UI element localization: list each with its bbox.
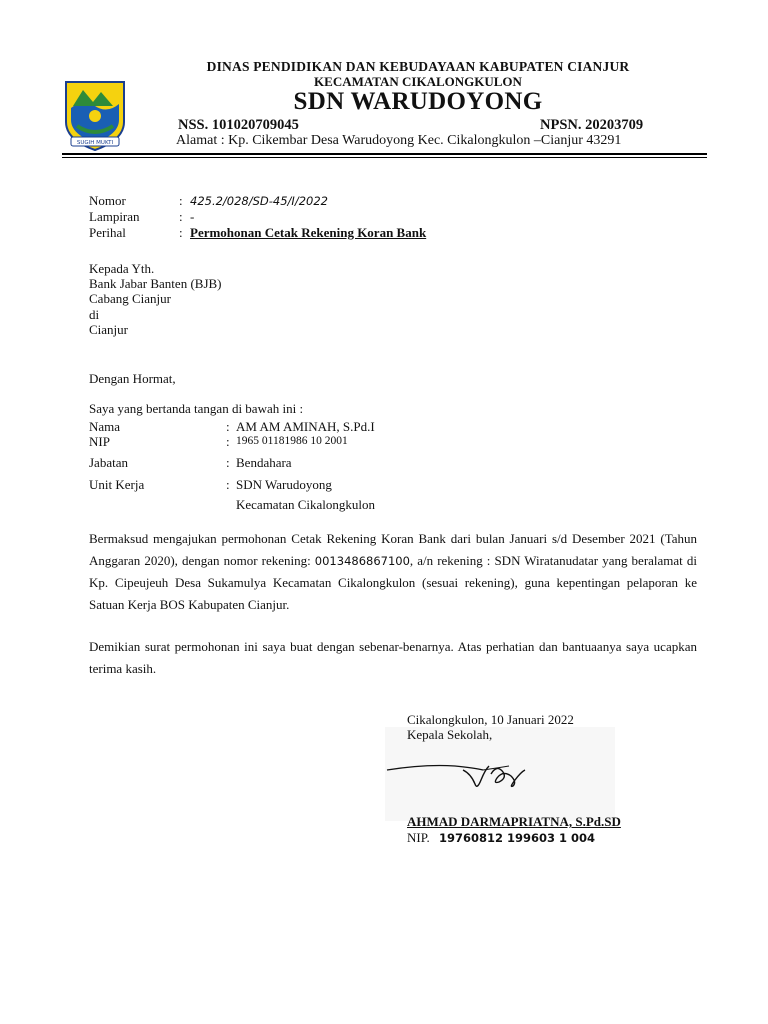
signature-title: Kepala Sekolah, — [407, 727, 493, 742]
logo-motto: SUGIH MUKTI — [76, 140, 114, 146]
perihal-sep: : — [179, 225, 183, 240]
recipient-line-2: Bank Jabar Banten (BJB) — [89, 276, 222, 291]
letterhead-nss: NSS. 101020709045 — [178, 117, 299, 133]
letterhead-district: KECAMATAN CIKALONGKULON — [314, 74, 522, 89]
recipient-line-4: di — [89, 307, 100, 322]
letterhead-address: Alamat : Kp. Cikembar Desa Warudoyong Kec. Cikalongkulon –Cianjur 43291 — [176, 133, 622, 148]
letterhead-agency: DINAS PENDIDIKAN DAN KEBUDAYAAN KABUPATEN CIANJUR — [206, 59, 630, 74]
unit-kerja-sep: : — [226, 477, 230, 492]
jabatan-value: Bendahara — [236, 455, 292, 470]
closing-paragraph: Demikian surat permohonan ini saya buat dengan sebenar-benarnya. Atas perhatian dan bantuaanya saya ucapkan terima kasih. — [89, 639, 697, 676]
nip-sep: : — [226, 434, 230, 449]
lampiran-label: Lampiran — [89, 209, 140, 224]
greeting: Dengan Hormat, — [89, 371, 176, 386]
school-logo-emblem — [63, 76, 127, 152]
nomor-sep: : — [179, 193, 183, 208]
letterhead-rule-thick — [62, 153, 707, 155]
nip-value: 1965 01181986 10 2001 — [236, 435, 348, 447]
jabatan-label: Jabatan — [89, 455, 128, 470]
nama-sep: : — [226, 419, 230, 434]
perihal-value: Permohonan Cetak Rekening Koran Bank — [190, 225, 427, 240]
unit-kerja-label: Unit Kerja — [89, 477, 145, 492]
nomor-label: Nomor — [89, 193, 126, 208]
lampiran-sep: : — [179, 209, 183, 224]
perihal-label: Perihal — [89, 225, 126, 240]
unit-kerja-value-1: SDN Warudoyong — [236, 477, 332, 492]
handwritten-signature — [385, 740, 555, 810]
nama-label: Nama — [89, 419, 121, 434]
letterhead-school-name: SDN WARUDOYONG — [293, 88, 543, 115]
signer-nip-label: NIP. — [407, 830, 430, 845]
intro-text: Saya yang bertanda tangan di bawah ini : — [89, 401, 304, 416]
letterhead-npsn: NPSN. 20203709 — [540, 117, 644, 133]
lampiran-value: - — [190, 209, 195, 224]
signature-place-date: Cikalongkulon, 10 Januari 2022 — [407, 712, 574, 727]
request-paragraph: Bermaksud mengajukan permohonan Cetak Rekening Koran Bank dari bulan Januari s/d Desember 2021 (Tahun Anggaran 2020), dengan nomor rekening: 0013486867100, a/n rekening : SDN Wiratanudatar yang beralamat di Kp. Cipeujeuh Desa Sukamulya Kecamatan Cikalongkulon (sesuai rekening), guna kepentingan pelaporan ke Satuan Kerja BOS Kabupaten Cianjur. — [89, 531, 697, 612]
recipient-line-5: Cianjur — [89, 322, 128, 337]
nomor-value: 425.2/028/SD-45/I/2022 — [190, 194, 328, 208]
nama-value: AM AM AMINAH, S.Pd.I — [236, 419, 375, 434]
recipient-line-1: Kepada Yth. — [89, 261, 155, 276]
nip-label: NIP — [89, 434, 110, 449]
jabatan-sep: : — [226, 455, 230, 470]
signer-nip-value: 19760812 199603 1 004 — [439, 831, 596, 845]
recipient-line-3: Cabang Cianjur — [89, 291, 171, 306]
signer-name: AHMAD DARMAPRIATNA, S.Pd.SD — [407, 814, 621, 829]
letterhead-rule-thin — [62, 157, 707, 158]
unit-kerja-value-2: Kecamatan Cikalongkulon — [236, 497, 375, 512]
